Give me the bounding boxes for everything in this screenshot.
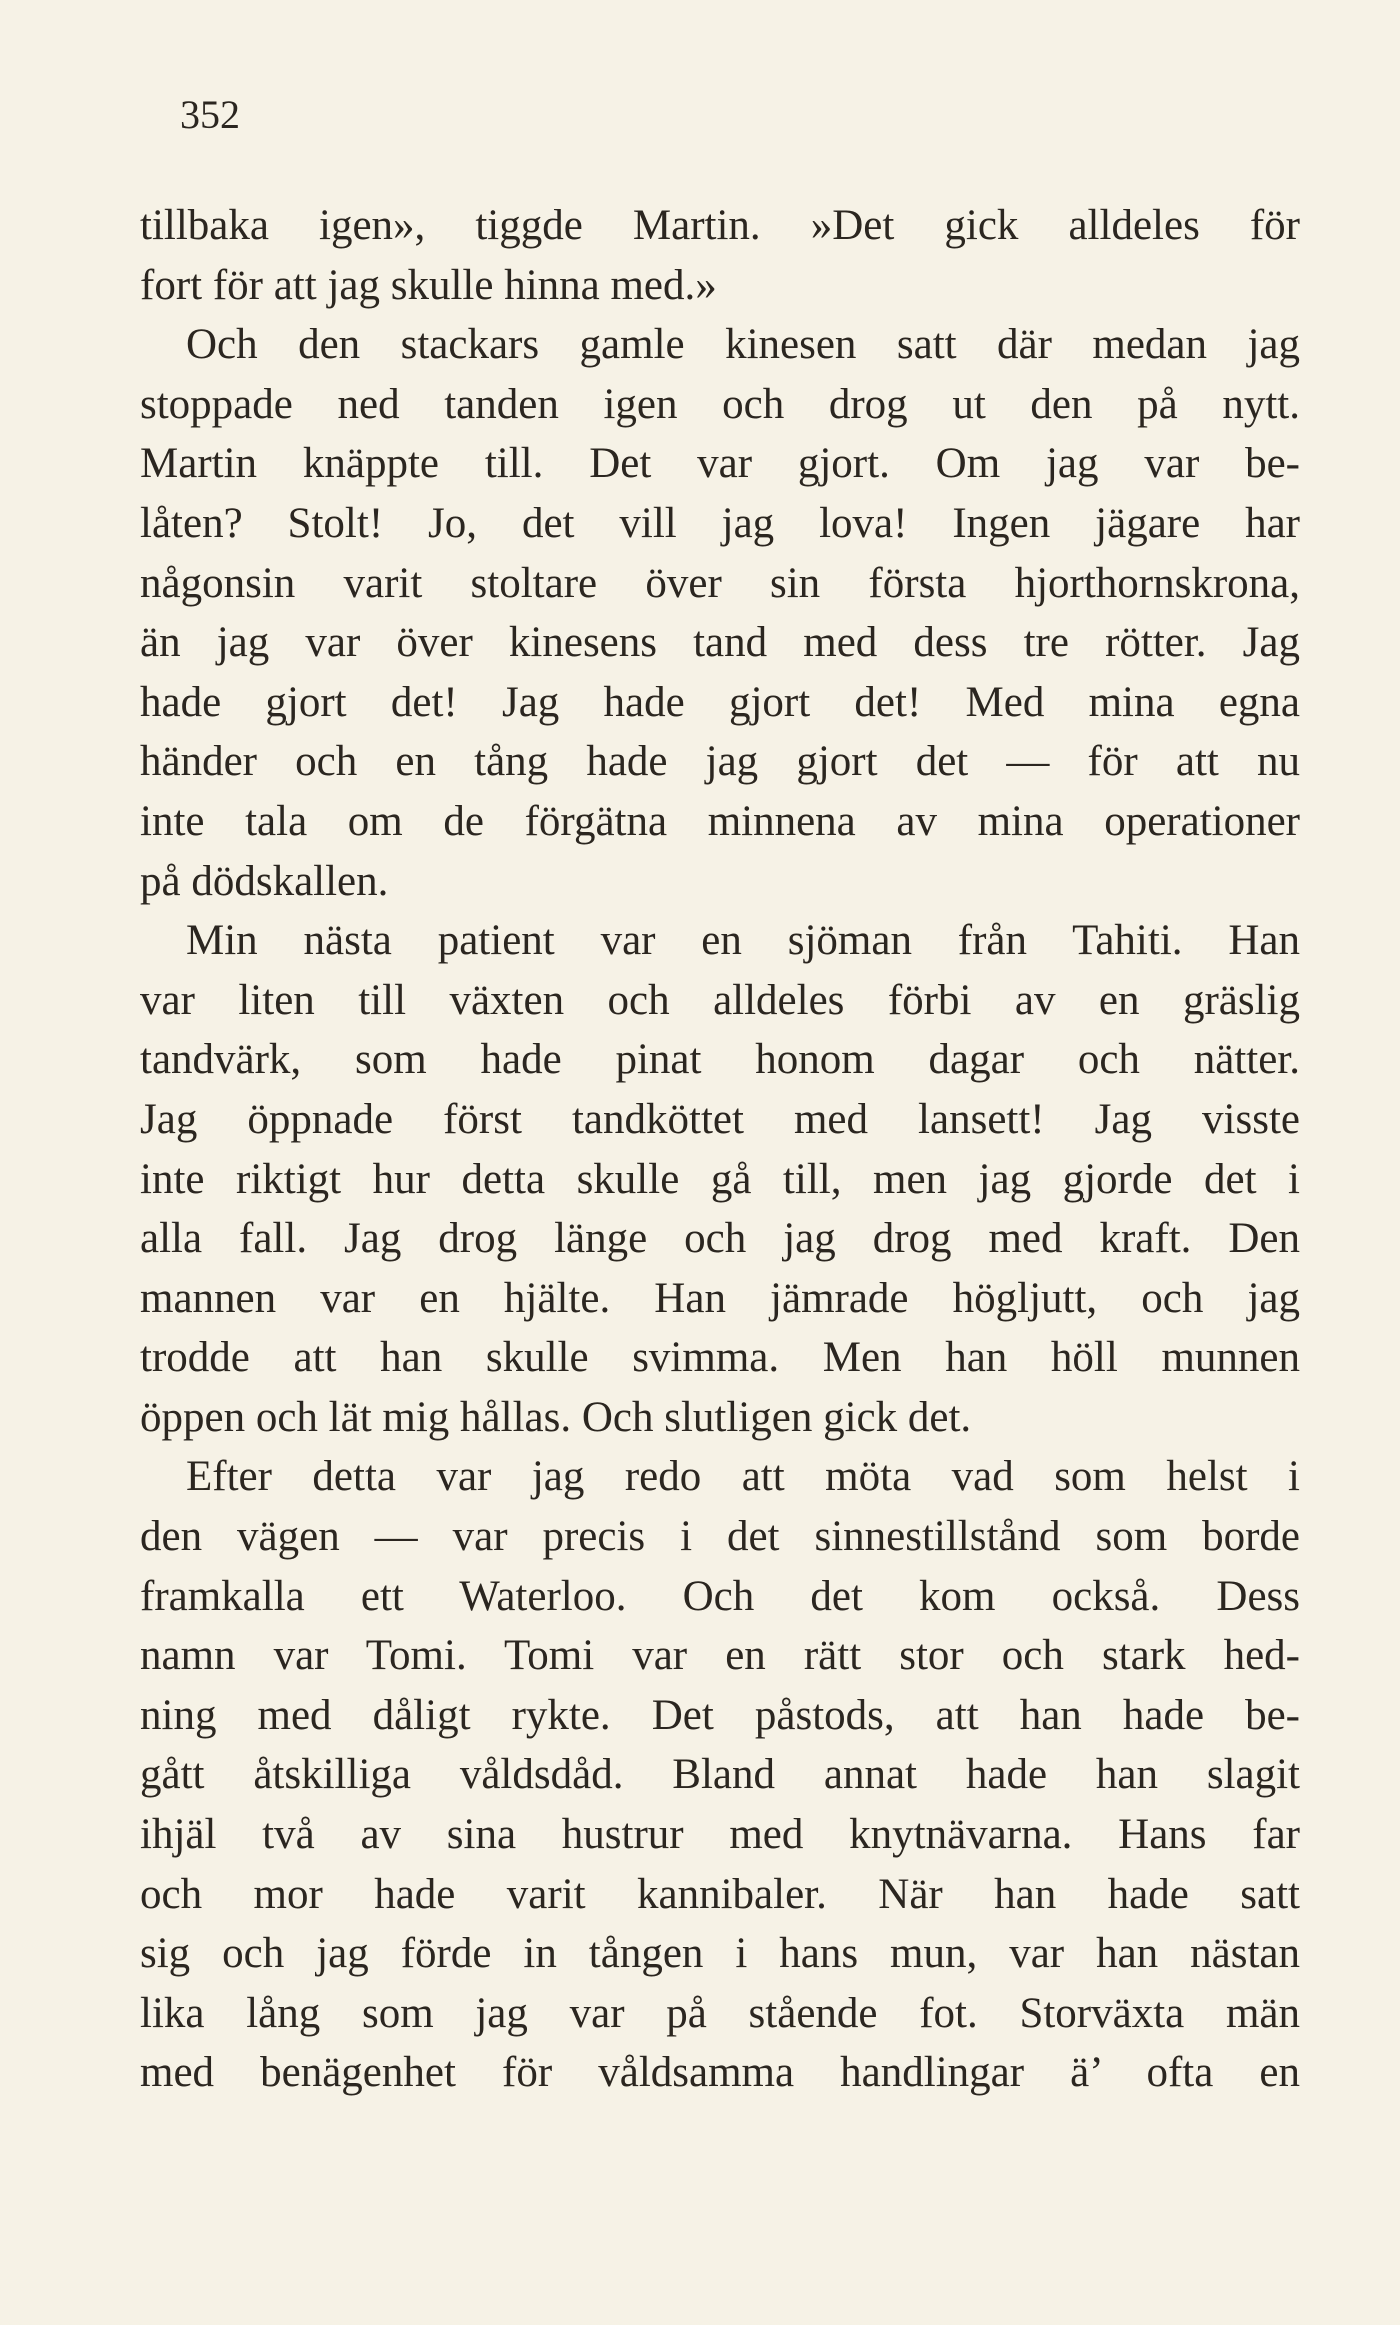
text-line: än jag var över kinesens tand med dess tre rötter. Jag xyxy=(140,619,1300,667)
text-line: hade gjort det! Jag hade gjort det! Med mina egna xyxy=(140,678,1300,726)
text-line: mannen var en hjälte. Han jämrade högljutt, och jag xyxy=(140,1274,1300,1322)
text-line: Jag öppnade först tandköttet med lansett! Jag visste xyxy=(140,1095,1300,1143)
text-line: lika lång som jag var på stående fot. Storväxta män xyxy=(140,1989,1300,2037)
text-line: namn var Tomi. Tomi var en rätt stor och stark hed- xyxy=(140,1632,1300,1680)
text-line: Och den stackars gamle kinesen satt där medan jag xyxy=(186,321,1300,369)
text-line: Min nästa patient var en sjöman från Tahiti. Han xyxy=(186,917,1300,965)
text-line: ning med dåligt rykte. Det påstods, att han hade be- xyxy=(140,1691,1300,1739)
text-line: Martin knäppte till. Det var gjort. Om jag var be- xyxy=(140,440,1300,488)
text-line: den vägen — var precis i det sinnestillstånd som borde xyxy=(140,1513,1300,1561)
text-line: alla fall. Jag drog länge och jag drog med kraft. Den xyxy=(140,1215,1300,1263)
text-line: inte tala om de förgätna minnena av mina operationer xyxy=(140,797,1300,845)
text-line: Efter detta var jag redo att möta vad som helst i xyxy=(186,1453,1300,1501)
text-line: tandvärk, som hade pinat honom dagar och nätter. xyxy=(140,1036,1300,1084)
text-line: händer och en tång hade jag gjort det — för att nu xyxy=(140,738,1300,786)
text-line: ihjäl två av sina hustrur med knytnävarna. Hans far xyxy=(140,1811,1300,1859)
text-line: tillbaka igen», tiggde Martin. »Det gick alldeles för xyxy=(140,202,1300,249)
text-line: trodde att han skulle svimma. Men han höll munnen xyxy=(140,1334,1300,1382)
text-line: och mor hade varit kannibaler. När han hade satt xyxy=(140,1870,1300,1918)
page-number: 352 xyxy=(180,92,240,137)
text-line: med benägenhet för våldsamma handlingar ä’ ofta en xyxy=(140,2049,1300,2097)
text-line: stoppade ned tanden igen och drog ut den på nytt. xyxy=(140,380,1300,428)
text-line: inte riktigt hur detta skulle gå till, men jag gjorde det i xyxy=(140,1155,1300,1203)
text-line: på dödskallen. xyxy=(140,857,389,905)
text-line: gått åtskilliga våldsdåd. Bland annat hade han slagit xyxy=(140,1751,1300,1799)
text-line: låten? Stolt! Jo, det vill jag lova! Ingen jägare har xyxy=(140,499,1300,547)
text-line: öppen och lät mig hållas. Och slutligen gick det. xyxy=(140,1393,972,1441)
text-line: någonsin varit stoltare över sin första hjorthornskrona, xyxy=(140,559,1300,607)
text-line: sig och jag förde in tången i hans mun, var han nästan xyxy=(140,1930,1300,1978)
text-line: fort för att jag skulle hinna med.» xyxy=(140,261,717,309)
text-line: framkalla ett Waterloo. Och det kom också. Dess xyxy=(140,1572,1300,1620)
body-text xyxy=(140,196,1300,2103)
text-line: var liten till växten och alldeles förbi av en gräslig xyxy=(140,976,1300,1024)
